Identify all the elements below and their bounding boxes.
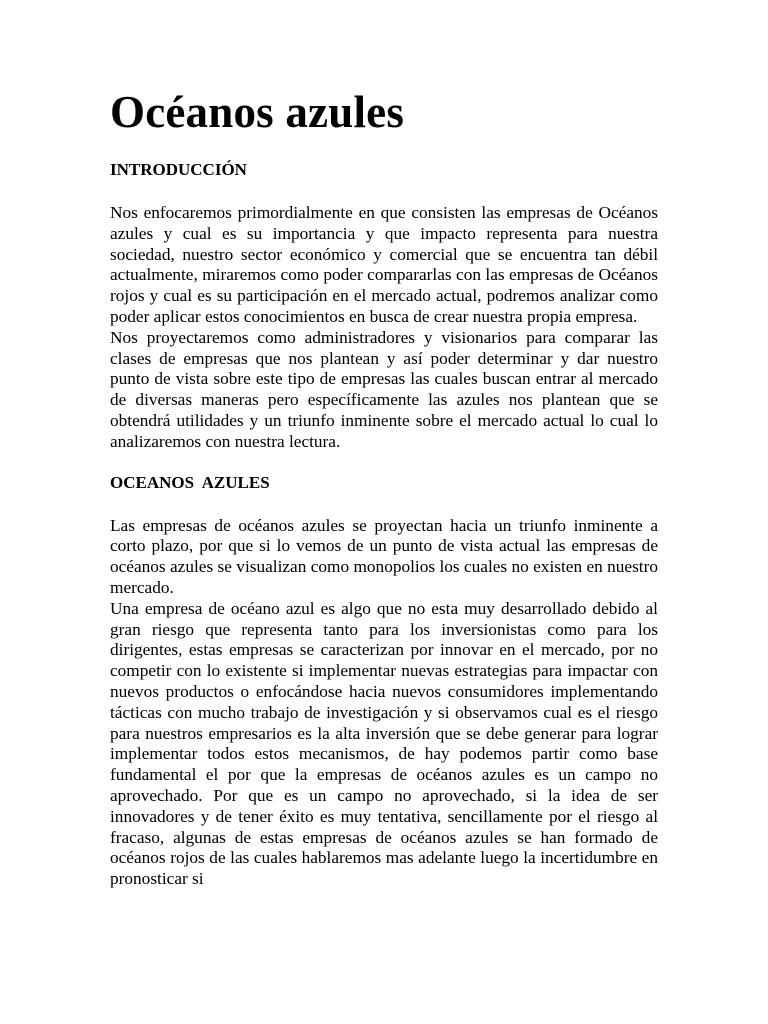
paragraph-oceanos-1: Las empresas de océanos azules se proyectan hacia un triunfo inminente a corto plazo, por que si lo vemos de un punto de vista actual las empresas de océanos azules se visualizan como monopolios los cuales no existen en nuestro mercado. <box>110 515 658 597</box>
document-page <box>110 84 658 890</box>
paragraph-intro-1: Nos enfocaremos primordialmente en que consisten las empresas de Océanos azules y cual es su importancia y que impacto representa para nuestra sociedad, nuestro sector económico y comercial que se encuentra tan débil actualmente, miraremos como poder compararlas con las empresas de Océanos rojos y cual es su participación en el mercado actual, podremos analizar como poder aplicar estos conocimientos en busca de crear nuestra propia empresa. <box>110 203 658 326</box>
section-heading-oceanos-azules: OCEANOS AZULES <box>110 472 270 492</box>
paragraph-oceanos-2: Una empresa de océano azul es algo que no esta muy desarrollado debido al gran riesgo que representa tanto para los inversionistas como para los dirigentes, estas empresas se caracterizan por innovar en el mercado, por no competir con lo existente si implementar nuevas estrategias para impactar con nuevos productos o enfocándose hacia nuevos consumidores implementando tácticas con mucho trabajo de investigación y si observamos cual es el riesgo para nuestros empresarios es la alta inversión que se debe generar para lograr implementar todos estos mecanismos, de hay podemos partir como base fundamental el por que la empresas de océanos azules es un campo no aprovechado. Por que es un campo no aprovechado, si la idea de ser innovadores y de tener éxito es muy tentativa, sencillamente por el riesgo al fracaso, algunas de estas empresas de océanos azules se han formado de océanos rojos de las cuales hablaremos mas adelante luego la incertidumbre en pronosticar si <box>110 598 658 889</box>
paragraph-intro-2: Nos proyectaremos como administradores y visionarios para comparar las clases de empresas que nos plantean y así poder determinar y dar nuestro punto de vista sobre este tipo de empresas las cuales buscan entrar al mercado de diversas maneras pero específicamente las azules nos plantean que se obtendrá utilidades y un triunfo inminente sobre el mercado actual lo cual lo analizaremos con nuestra lectura. <box>110 327 658 451</box>
section-heading-introduccion: INTRODUCCIÓN <box>110 160 247 179</box>
document-title: Océanos azules <box>110 87 405 137</box>
